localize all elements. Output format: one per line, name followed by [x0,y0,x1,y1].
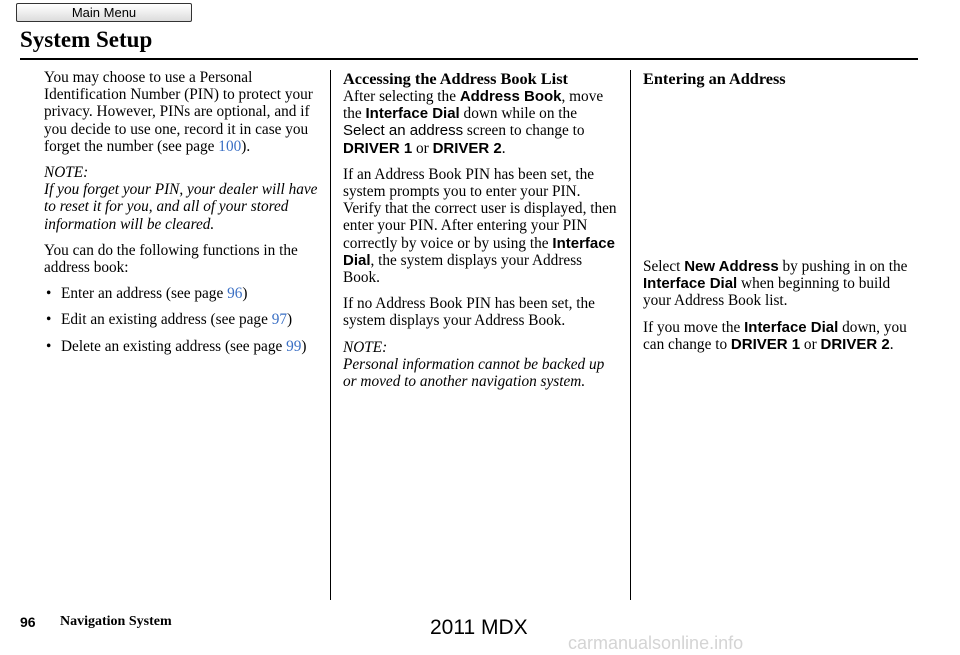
accessing-paragraph: After selecting the Address Book, move the Interface Dial down while on the Select an address screen to change to DRIVER 1 or DRIVER 2. [343,88,604,157]
list-item: • Edit an existing address (see page 97) [44,311,319,328]
note-label: NOTE: [44,164,89,182]
column-pin-intro [44,69,319,364]
column-accessing-address-book [343,69,619,399]
page-number: 96 [20,614,36,630]
new-address-paragraph: Select New Address by pushing in on the Interface Dial when beginning to build your Address Book list. [643,258,908,310]
list-item: • Enter an address (see page 96) [44,285,319,302]
page-title: System Setup [20,27,153,52]
main-menu-button[interactable]: Main Menu [16,3,192,22]
watermark-text: carmanualsonline.info [568,633,744,653]
page-link-96[interactable]: 96 [227,285,243,303]
column-entering-address [643,69,921,362]
page-link-97[interactable]: 97 [271,311,287,329]
accessing-heading: Accessing the Address Book List [343,69,568,88]
model-label: 2011 MDX [430,616,528,639]
page-link-99[interactable]: 99 [286,337,302,355]
note-text: If you forget your PIN, your dealer will have to reset it for you, and all of your stored information will be cleared. [44,181,318,233]
page-link-100[interactable]: 100 [218,137,242,155]
functions-intro: You can do the following functions in the address book: [44,241,298,277]
pin-set-paragraph: If an Address Book PIN has been set, the system prompts you to enter your PIN. Verify that the correct user is displayed, then enter your PIN. After entering your PIN correctly by voice or by using the Interface Dial, the system displays your Address Book. [343,165,617,287]
column-divider [330,70,331,600]
pin-intro-paragraph: You may choose to use a Personal Identification Number (PIN) to protect your privacy. However, PINs are optional, and if you decide to use one, record it in case you forget the number (see page 100). [44,69,313,155]
driver-change-paragraph: If you move the Interface Dial down, you can change to DRIVER 1 or DRIVER 2. [643,318,907,353]
section-label: Navigation System [60,614,172,629]
column-divider [630,70,631,600]
title-rule [20,58,918,60]
no-pin-paragraph: If no Address Book PIN has been set, the system displays your Address Book. [343,295,595,330]
note-label: NOTE: [343,338,388,356]
note-text: Personal information cannot be backed up or moved to another navigation system. [343,355,605,391]
list-item: • Delete an existing address (see page 99) [44,338,319,355]
functions-list [44,285,319,355]
entering-heading: Entering an Address [643,69,786,88]
